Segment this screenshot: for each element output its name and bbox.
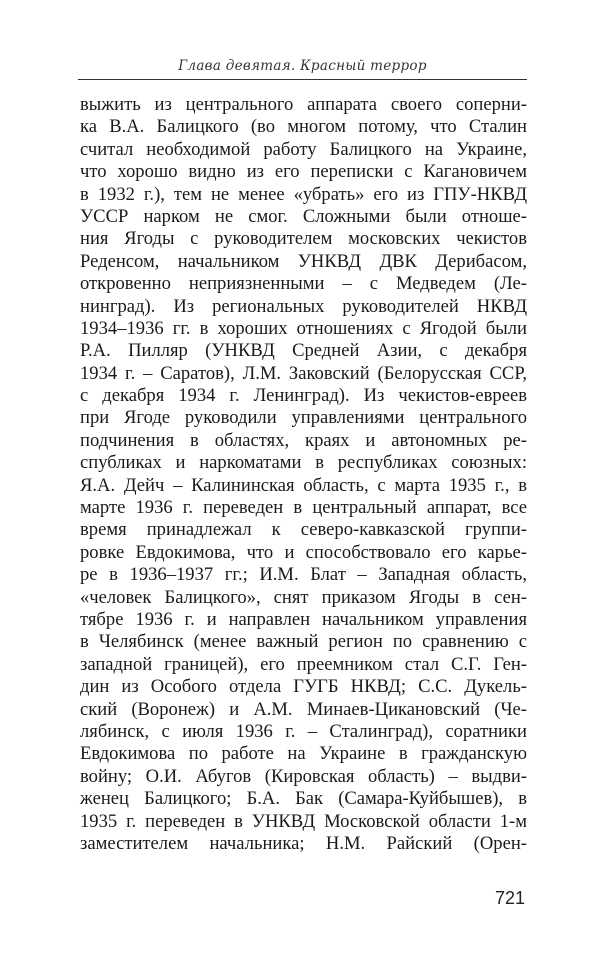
text-line: откровенно неприязненными – с Медведем (Ле-	[80, 273, 527, 295]
text-line: время принадлежал к северо-кавказской группи-	[80, 519, 527, 541]
header-rule	[78, 79, 527, 80]
text-line: подчинения в областях, краях и автономных ре-	[80, 429, 527, 451]
text-line: 1934 г. – Саратов), Л.М. Заковский (Белорусская ССР,	[80, 362, 527, 384]
text-line: Евдокимова по работе на Украине в гражданскую	[80, 743, 527, 765]
running-header: Глава девятая. Красный террор	[178, 58, 427, 74]
text-line: ский (Воронеж) и А.М. Минаев-Цикановский (Че-	[80, 698, 527, 720]
text-line: лябинск, с июля 1936 г. – Сталинград), соратники	[80, 720, 527, 742]
text-line: в 1932 г.), тем не менее «убрать» его из ГПУ-НКВД	[80, 183, 527, 205]
text-line: Р.А. Пилляр (УНКВД Средней Азии, с декабря	[80, 340, 527, 362]
text-line: западной границей), его преемником стал С.Г. Ген-	[80, 653, 527, 675]
text-line: 1934–1936 гг. в хороших отношениях с Ягодой были	[80, 317, 527, 339]
text-line: войну; О.И. Абугов (Кировская область) – выдви-	[80, 765, 527, 787]
body-text	[80, 94, 527, 855]
text-line: спубликах и наркоматами в республиках союзных:	[80, 452, 527, 474]
text-line: УССР нарком не смог. Сложными были отноше-	[80, 205, 527, 227]
text-line: в Челябинск (менее важный регион по сравнению с	[80, 631, 527, 653]
text-line: ровке Евдокимова, что и способствовало его карье-	[80, 541, 527, 563]
text-line: женец Балицкого; Б.А. Бак (Самара-Куйбышев), в	[80, 788, 527, 810]
text-line: заместителем начальника; Н.М. Райский (Орен-	[80, 832, 527, 854]
text-line: нинград). Из региональных руководителей НКВД	[80, 295, 527, 317]
text-line: Реденсом, начальником УНКВД ДВК Дерибасом,	[80, 250, 527, 272]
text-line: выжить из центрального аппарата своего соперни-	[80, 94, 527, 115]
text-line: при Ягоде руководили управлениями центрального	[80, 407, 527, 429]
text-line: ка В.А. Балицкого (во многом потому, что Сталин	[80, 116, 527, 138]
text-line: что хорошо видно из его переписки с Кагановичем	[80, 161, 527, 183]
text-line: Я.А. Дейч – Калининская область, с марта 1935 г., в	[80, 474, 527, 496]
text-line: тябре 1936 г. и направлен начальником управления	[80, 608, 527, 630]
text-line: ния Ягоды с руководителем московских чекистов	[80, 228, 527, 250]
page-number: 721	[494, 888, 525, 908]
text-line: с декабря 1934 г. Ленинград). Из чекистов-евреев	[80, 385, 527, 407]
text-line: марте 1936 г. переведен в центральный аппарат, все	[80, 497, 527, 519]
text-line: дин из Особого отдела ГУГБ НКВД; С.С. Дукель-	[80, 676, 527, 698]
text-line: «человек Балицкого», снят приказом Ягоды в сен-	[80, 586, 527, 608]
text-line: считал необходимой работу Балицкого на Украине,	[80, 138, 527, 160]
text-line: 1935 г. переведен в УНКВД Московской области 1-м	[80, 810, 527, 832]
text-line: ре в 1936–1937 гг.; И.М. Блат – Западная область,	[80, 564, 527, 586]
